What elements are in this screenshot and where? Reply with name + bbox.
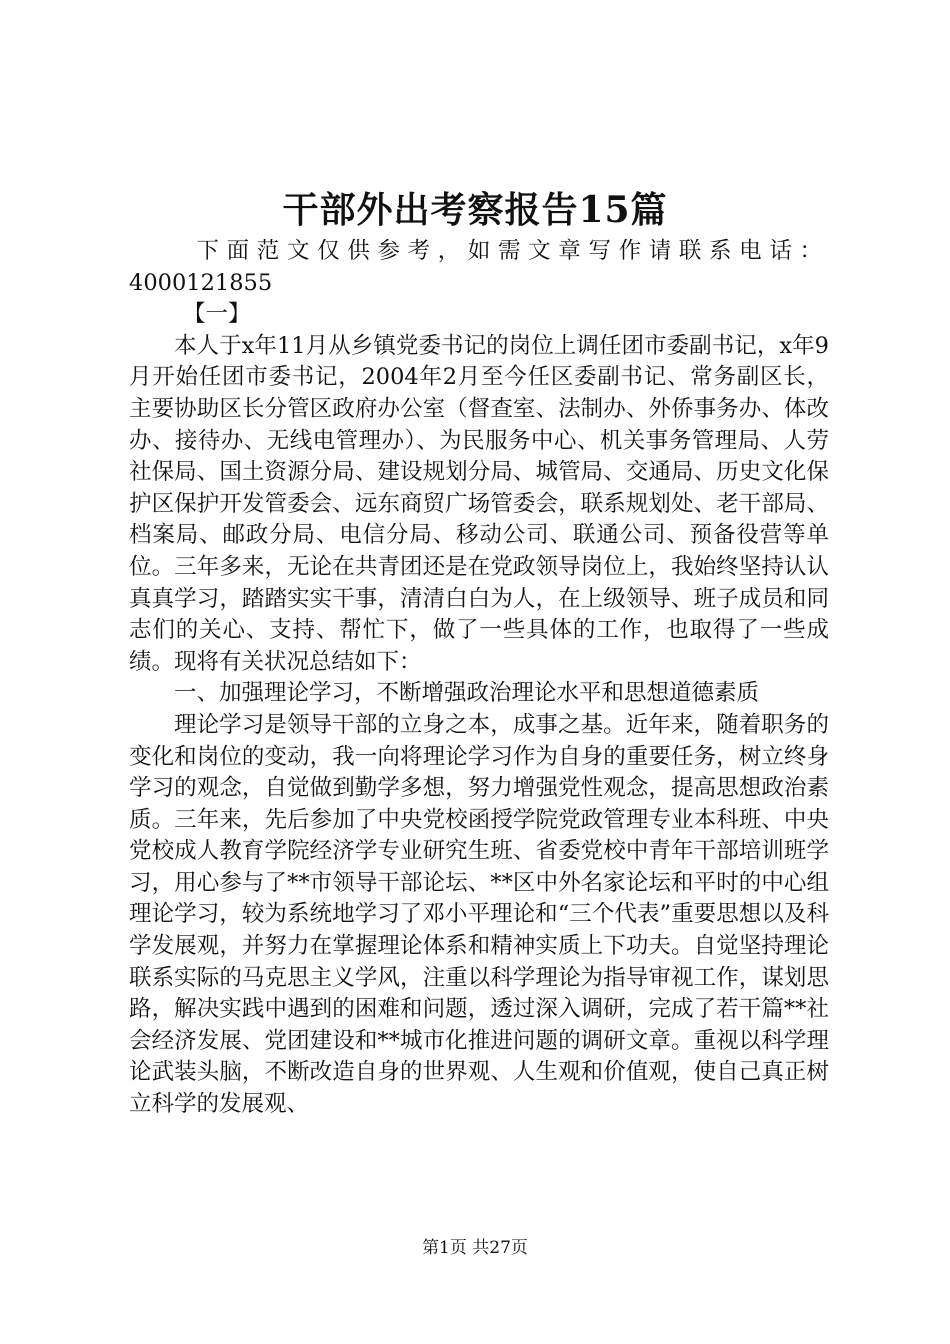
notice-text: 下面范文仅供参考，如需文章写作请联系电话： <box>196 238 829 264</box>
section-heading: 一、加强理论学习，不断增强政治理论水平和思想道德素质 <box>174 680 760 707</box>
page-footer: 第1页 共27页 <box>422 1238 528 1258</box>
section-marker: 【一】 <box>183 301 251 328</box>
notice-paragraph <box>129 236 829 299</box>
notice-phone: 4000121855 <box>129 269 273 296</box>
document-body <box>129 236 829 1121</box>
body-paragraph-1: 本人于x年11月从乡镇党委书记的岗位上调任团市委副书记，x年9月开始任团市委书记，2004年2月至今任区委副书记、常务副区长，主要协助区长分管区政府办公室（督查室、法制办、外侨事务办、体改办、接待办、无线电管理办）、为民服务中心、机关事务管理局、人劳社保局、国土资源分局、建设规划分局、城管局、交通局、历史文化保护区保护开发管委会、远东商贸广场管委会，联系规划处、老干部局、档案局、邮政分局、电信分局、移动公司、联通公司、预备役营等单位。三年多来，无论在共青团还是在党政领导岗位上，我始终坚持认认真真学习，踏踏实实干事，清清白白为人，在上级领导、班子成员和同志们的关心、支持、帮忙下，做了一些具体的工作，也取得了一些成绩。现将有关状况总结如下： <box>129 332 829 675</box>
body-paragraph-2: 理论学习是领导干部的立身之本，成事之基。近年来，随着职务的变化和岗位的变动，我一向将理论学习作为自身的重要任务，树立终身学习的观念，自觉做到勤学多想，努力增强党性观念，提高思想政治素质。三年来，先后参加了中央党校函授学院党政管理专业本科班、中央党校成人教育学院经济学专业研究生班、省委党校中青年干部培训班学习，用心参与了**市领导干部论坛、**区中外名家论坛和平时的中心组理论学习，较为系统地学习了邓小平理论和“三个代表”重要思想以及科学发展观，并努力在掌握理论体系和精神实质上下功夫。自觉坚持理论联系实际的马克思主义学风，注重以科学理论为指导审视工作，谋划思路，解决实践中遇到的困难和问题，透过深入调研，完成了若干篇**社会经济发展、党团建设和**城市化推进问题的调研文章。重视以科学理论武装头脑，不断改造自身的世界观、人生观和价值观，使自己真正树立科学的发展观、 <box>129 711 829 1118</box>
document-title: 干部外出考察报告15篇 <box>282 189 668 231</box>
